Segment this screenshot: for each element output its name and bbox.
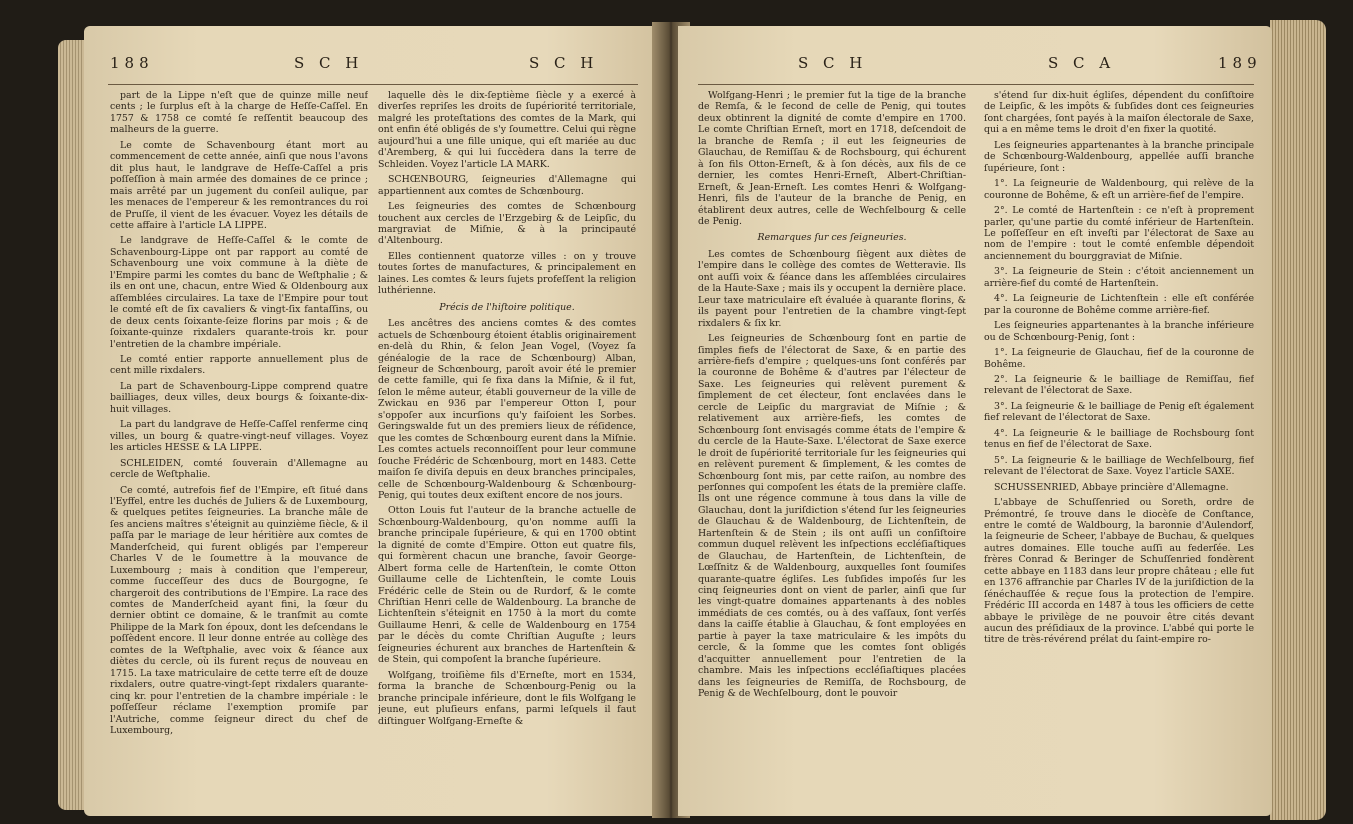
paragraph: L'abbaye de Schuſſenried ou Soreth, ordre de Prémontré, ſe trouve dans le diocèſe de Conſtance, entre le comté de Waldbourg, la baronnie d'Aulendorf, la ſeigneurie de Scheer, l'abbaye de Buchau, & quelques autres domaines. Elle touche auſſi au federſée. Les frères Conrad & Beringer de Schuſſenried fondèrent cette abbaye en 1183 dans leur propre château ; elle fut en 1376 affranchie par Charles IV de la juriſdiction de la ſénéchauſſée & reçue ſous la protection de l'empire. Frédéric III accorda en 1487 à tous les officiers de cette abbaye le privilège de ne pouvoir être cités devant aucun des préſidiaux de la province. L'abbé qui porte le titre de très-révérend prélat du ſaint-empire ro- — [984, 497, 1254, 646]
paragraph: Les comtes de Schœnbourg ſiègent aux diètes de l'empire dans le collège des comtes de Wetteravie. Ils ont auſſi voix & ſéance dans les aſſemblées circulaires de la Haute-Saxe ; mais ils y occupent la dernière place. Leur taxe matriculaire eſt évaluée à quarante florins, & ils payent pour l'entretien de la chambre vingt-ſept rixdalers & ſix kr. — [698, 248, 966, 329]
page-edges-left — [58, 40, 86, 810]
paragraph: 1°. La ſeigneurie de Waldenbourg, qui relève de la couronne de Bohême, & eſt un arrière-fief de l'empire. — [984, 178, 1254, 201]
paragraph: 1°. La ſeigneurie de Glauchau, fief de la couronne de Bohême. — [984, 347, 1254, 370]
left-page-column-1 — [110, 90, 368, 806]
right-page-column-2 — [984, 90, 1254, 806]
paragraph: 5°. La ſeigneurie & le bailliage de Wechſelbourg, fief relevant de l'électorat de Saxe. Voyez l'article SAXE. — [984, 454, 1254, 478]
header-left: S C H — [798, 54, 868, 72]
paragraph: Le landgrave de Heſſe-Caſſel & le comte de Schavenbourg-Lippe ont par rapport au comté de Schavenbourg une voix commune à la diète de l'Empire parmi les comtes du banc de Weſtphalie ; & ils en ont une, chacun, entre Wied & Oldenbourg aux aſſemblées circulaires. La taxe de l'Empire pour tout le comté eſt de ſix cavaliers & vingt-ſix fantaſſins, ou de deux cents ſoixante-ſeize florins par mois ; & de ſoixante-quinze rixdalers quarante-trois kr. pour l'entretien de la chambre impériale. — [110, 235, 368, 350]
paragraph: La part de Schavenbourg-Lippe comprend quatre bailliages, deux villes, deux bourgs & ſoixante-dix-huit villages. — [110, 380, 368, 415]
paragraph: La part du landgrave de Heſſe-Caſſel renferme cinq villes, un bourg & quatre-vingt-neuf villages. Voyez les articles HESSE & LA LIPPE. — [110, 419, 368, 454]
paragraph: Le comte de Schavenbourg étant mort au commencement de cette année, ainſi que nous l'avons dit plus haut, le landgrave de Heſſe-Caſſel a pris poſſeſſion à main armée des domaines de ce prince ; mais arrêté par un jugement du conſeil aulique, par les menaces de l'empereur & les remontrances du roi de Pruſſe, il vient de les évacuer. Voyez les détails de cette affaire à l'article LA LIPPE. — [110, 139, 368, 231]
page-number: 188 — [110, 54, 154, 72]
paragraph: Ce comté, autrefois fief de l'Empire, eſt ſitué dans l'Eyffel, entre les duchés de Juliers & de Luxembourg, & quelques petites ſeigneuries. La branche mâle de ſes anciens maîtres s'éteignit au quinzième ſiècle, & il paſſa par le mariage de leur héritière aux comtes de Manderſcheid, qui furent obligés par l'empereur Charles V de le ſoumettre à la mouvance de Luxembourg ; mais à condition que l'empereur, comme ſucceſſeur des ducs de Bourgogne, ſe chargeroit des contributions de l'Empire. La race des comtes de Manderſcheid ayant fini, la ſœur du dernier obtint ce domaine, & le tranſmit au comte Philippe de la Mark ſon époux, dont les deſcendans le poſſèdent encore. Il leur donne entrée au collège des comtes de la Weſtphalie, avec voix & ſéance aux diètes du cercle, où ils furent reçus de nouveau en 1715. La taxe matriculaire de cette terre eſt de douze rixdalers, outre quatre-vingt-ſept rixdalers quarante-cinq kr. pour l'entretien de la chambre impériale : le poſſeſſeur réclame l'exemption promiſe par l'Autriche, comme ſeigneur direct du chef de Luxembourg, — [110, 484, 368, 737]
paragraph: SCHUSSENRIED, Abbaye princière d'Allemagne. — [994, 481, 1229, 493]
page-number: 189 — [1218, 54, 1262, 72]
paragraph: Wolfgang, troiſième fils d'Erneſte, mort en 1534, forma la branche de Schœnbourg-Penig ou la branche principale inférieure, dont le fils Wolfgang le jeune, eut pluſieurs enfans, parmi leſquels il faut diſtinguer Wolfgang-Erneſte & — [378, 669, 636, 727]
paragraph: 2°. La ſeigneurie & le bailliage de Remiſſau, fief relevant de l'électorat de Saxe. — [984, 373, 1254, 397]
paragraph: 4°. La ſeigneurie & le bailliage de Rochsbourg ſont tenus en fief de l'électorat de Saxe. — [984, 427, 1254, 451]
paragraph: Les ſeigneuries appartenantes à la branche principale de Schœnbourg-Waldenbourg, appellée auſſi branche ſupérieure, ſont : — [984, 139, 1254, 174]
paragraph: Les ancêtres des anciens comtes & des comtes actuels de Schœnbourg étoient établis originairement en-delà du Rhin, & ſelon Jean Vogel, (Voyez ſa généalogie de la race de Schœnbourg) Alban, ſeigneur de Schœnbourg, paroît avoir été le premier de cette famille, qui ſe fixa dans la Miſnie, & il fut, ſelon le même auteur, établi gouverneur de la ville de Zwickau en 936 par l'empereur Otton I, pour s'oppoſer aux incurſions qu'y faiſoient les Sorbes. Geringswalde fut un des premiers lieux de réſidence, que les comtes de Schœnbourg eurent dans la Miſnie. Les comtes actuels reconnoiſſent pour leur commune ſouche Frédéric de Schœnbourg, mort en 1483. Cette maiſon ſe diviſa depuis en deux branches principales, celle de Schœnbourg-Waldenbourg & Schœnbourg-Penig, qui toutes deux exiſtent encore de nos jours. — [378, 318, 636, 501]
paragraph: Les ſeigneuries des comtes de Schœnbourg touchent aux cercles de l'Erzgebirg & de Leipſic, du margraviat de Miſnie, & à la principauté d'Altenbourg. — [378, 201, 636, 247]
section-title: Précis de l'hiſtoire politique. — [439, 301, 575, 313]
header-rule — [108, 84, 638, 85]
paragraph: Otton Louis fut l'auteur de la branche actuelle de Schœnbourg-Waldenbourg, qu'on nomme auſſi la branche principale ſupérieure, & qui en 1700 obtint la dignité de comte d'Empire. Otton eut quatre fils, qui formèrent chacun une branche, ſavoir George-Albert forma celle de Hartenſtein, le comte Otton Guillaume celle de Lichtenſtein, le comte Louis Frédéric celle de Stein ou de Rurdorf, & le comte Chriſtian Henri celle de Waldenbourg. La branche de Lichtenſtein s'éteignit en 1750 à la mort du comte Guillaume Henri, & celle de Waldenbourg en 1754 par le décès du comte Chriſtian Auguſte ; leurs ſeigneuries échurent aux branches de Hartenſtein & de Stein, qui compoſent la branche ſupérieure. — [378, 505, 636, 666]
paragraph: 4°. La ſeigneurie de Lichtenſtein : elle eſt conférée par la couronne de Bohême comme arrière-fief. — [984, 293, 1254, 316]
left-running-head — [84, 54, 662, 78]
header-rule — [698, 84, 1254, 85]
header-right: S C H — [529, 54, 599, 72]
header-left: S C H — [294, 54, 364, 72]
paragraph: Les ſeigneuries appartenantes à la branche inférieure ou de Schœnbourg-Penig, ſont : — [984, 320, 1254, 343]
left-page-column-2 — [378, 90, 636, 806]
paragraph: SCHLEIDEN, comté ſouverain d'Allemagne au cercle de Weſtphalie. — [110, 457, 368, 481]
paragraph: Elles contiennent quatorze villes : on y trouve toutes ſortes de manufactures, & principalement en laines. Les comtes & leurs ſujets profeſſent la religion luthérienne. — [378, 250, 636, 297]
section-title: Remarques ſur ces ſeigneuries. — [757, 232, 907, 244]
paragraph: part de la Lippe n'eſt que de quinze mille neuf cents ; le ſurplus eſt à la charge de Heſſe-Caſſel. En 1757 & 1758 ce comté ſe reſſentit beaucoup des malheurs de la guerre. — [110, 90, 368, 136]
paragraph: 3°. La ſeigneurie & le bailliage de Penig eſt également fief relevant de l'électorat de Saxe. — [984, 400, 1254, 424]
page-edges-right — [1270, 20, 1326, 820]
right-running-head — [678, 54, 1272, 78]
paragraph: laquelle dès le dix-ſeptième ſiècle y a exercé à diverſes repriſes les droits de ſupériorité territoriale, malgré les proteſtations des comtes de la Mark, qui ont enfin été obligés de s'y ſoumettre. Celui qui règne aujourd'hui a une fille unique, qui eſt mariée au duc d'Aremberg, & qui lui ſuccèdera dans la terre de Schleiden. Voyez l'article LA MARK. — [378, 90, 636, 170]
paragraph: Les ſeigneuries de Schœnbourg ſont en partie de ſimples fiefs de l'électorat de Saxe, & en partie des arrière-fiefs d'empire ; quelques-uns ſont conférés par la couronne de Bohême & d'autres par l'électeur de Saxe. Les ſeigneuries qui relèvent purement & ſimplement de cet électeur, ſont enclavées dans le cercle de Leipſic du margraviat de Miſnie ; & relativement aux arrière-fiefs, les comtes de Schœnbourg ſont envisagés comme états de l'empire & du cercle de la Haute-Saxe. L'électorat de Saxe exerce le droit de ſupériorité territoriale ſur les ſeigneuries qui en relèvent purement & ſimplement, & les comtes de Schœnbourg ſont mis, par cette raiſon, au nombre des perſonnes qui compoſent les états de la première claſſe. Ils ont une régence commune à tous dans la ville de Glauchau, dont la juriſdiction s'étend ſur les ſeigneuries de Glauchau & de Waldenbourg, de Lichtenſtein, de Hartenſtein & de Stein ; ils ont auſſi un conſiſtoire commun duquel relèvent les inſpections eccléſiaſtiques de Glauchau, de Hartenſtein, de Lichtenſtein, de Lœſſnitz & de Waldenbourg, auxquelles ſont ſoumiſes quarante-quatre égliſes. Les ſubſides impoſés ſur les cinq ſeigneuries dont on vient de parler, ainſi que ſur les vingt-quatre domaines appartenants à des nobles immédiats de ces comtés, ou à des vaſſaux, ſont verſés dans la caiſſe établie à Glauchau, & ſont employées en partie à payer la taxe matriculaire & les impôts du cercle, & la ſomme que les comtes ſont obligés d'acquitter annuellement pour l'entretien de la chambre. Mais les inſpections eccléſiaſtiques placées dans les ſeigneuries de Remiſſa, de Rochsbourg, de Penig & de Wechſelbourg, dont le pouvoir — [698, 333, 966, 700]
left-page — [84, 26, 662, 816]
right-page — [678, 26, 1272, 816]
paragraph: SCHŒNBOURG, ſeigneuries d'Allemagne qui appartiennent aux comtes de Schœnbourg. — [378, 174, 636, 197]
paragraph: 2°. Le comté de Hartenſtein : ce n'eſt à proprement parler, qu'une partie du comté inférieur de Hartenſtein. Le poſſeſſeur en eſt inveſti par l'électorat de Saxe au nom de l'empire : tout le comté enſemble dépendoit anciennement du bourggraviat de Miſnie. — [984, 205, 1254, 262]
paragraph: Wolfgang-Henri ; le premier fut la tige de la branche de Remſa, & le ſecond de celle de Penig, qui toutes deux obtinrent la dignité de comte d'empire en 1700. Le comte Chriſtian Erneſt, mort en 1718, deſcendoit de la branche de Remſa ; il eut les ſeigneuries de Glauchau, de Remiſſau & de Rochsbourg, qui échurent à ſon fils Otton-Erneſt, & à ſon décès, aux fils de ce dernier, les comtes Henri-Erneſt, Albert-Chriſtian-Erneſt, & Jean-Erneſt. Les comtes Henri & Wolfgang-Henri, fils de l'auteur de la branche de Penig, en établirent deux autres, celle de Wechſelbourg & celle de Penig. — [698, 90, 966, 227]
paragraph: Le comté entier rapporte annuellement plus de cent mille rixdalers. — [110, 353, 368, 377]
paragraph: s'étend ſur dix-huit égliſes, dépendent du conſiſtoire de Leipſic, & les impôts & ſubſides dont ces ſeigneuries ſont chargées, ſont payés à la maiſon électorale de Saxe, qui a en même tems le droit d'en fixer la quotité. — [984, 90, 1254, 136]
right-page-column-1 — [698, 90, 966, 806]
paragraph: 3°. La ſeigneurie de Stein : c'étoit anciennement un arrière-fief du comté de Hartenſtein. — [984, 266, 1254, 289]
header-right: S C A — [1048, 54, 1116, 72]
